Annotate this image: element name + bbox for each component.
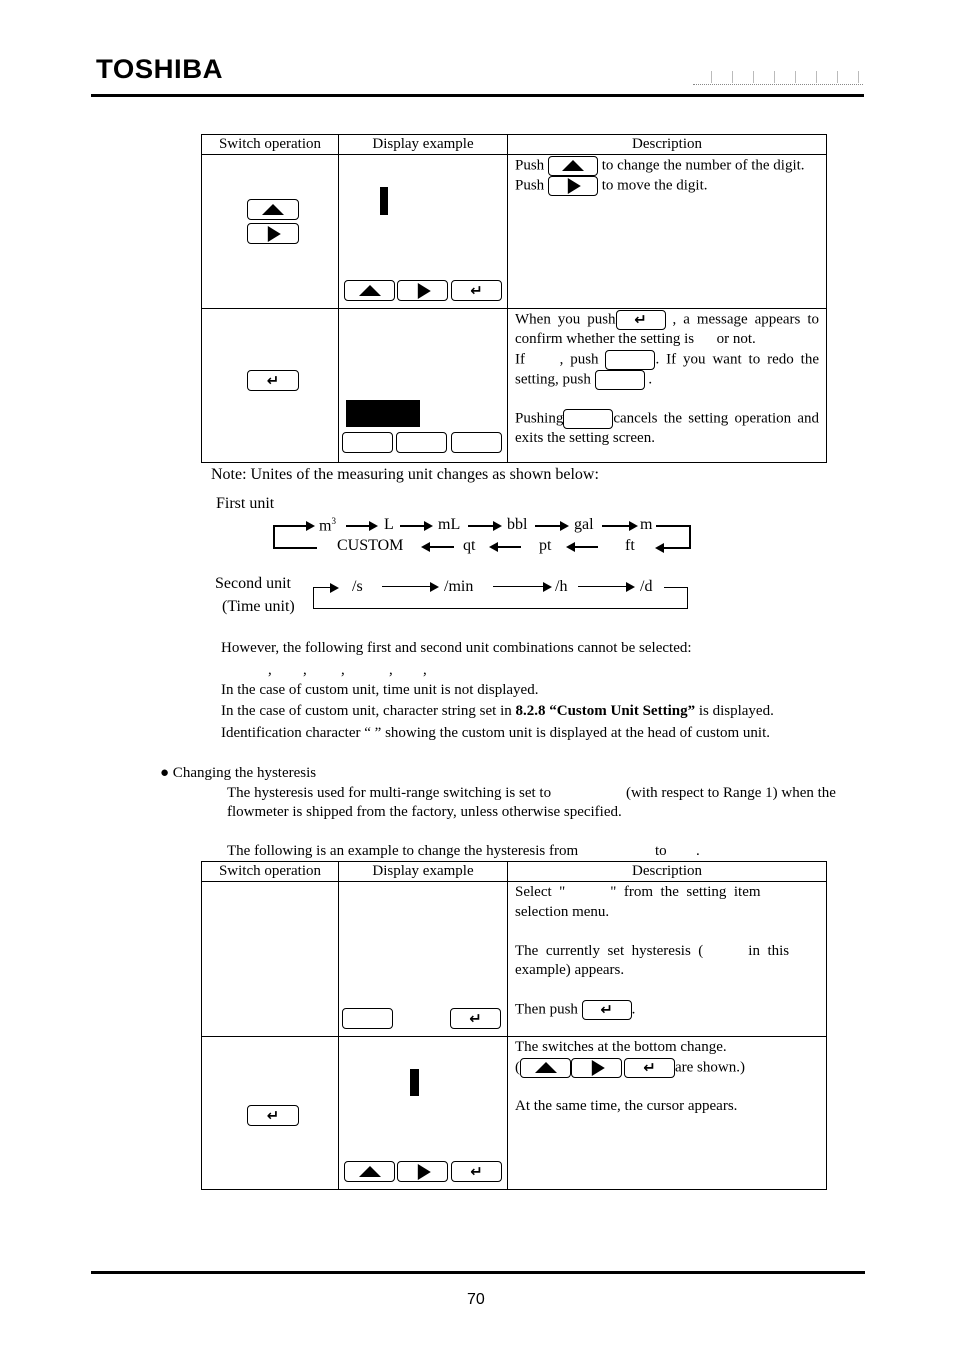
right-arrow-button[interactable] bbox=[397, 1161, 448, 1182]
enter-icon: ↵ bbox=[634, 310, 647, 329]
soft-key-button[interactable] bbox=[563, 409, 613, 429]
col-header-switch: Switch operation bbox=[202, 135, 339, 155]
enter-button[interactable] bbox=[582, 1000, 632, 1020]
header-rule bbox=[91, 94, 864, 97]
right-arrow-icon bbox=[568, 178, 581, 194]
display-cell bbox=[339, 155, 508, 309]
enter-button[interactable] bbox=[451, 1161, 502, 1182]
time-unit-label: (Time unit) bbox=[222, 598, 295, 615]
soft-key-button[interactable] bbox=[595, 370, 645, 390]
display-cell bbox=[339, 882, 508, 1037]
unit-gal: gal bbox=[574, 516, 594, 533]
right-arrow-button[interactable] bbox=[247, 223, 299, 244]
description-cell bbox=[508, 882, 827, 1037]
enter-icon: ↵ bbox=[266, 1106, 280, 1124]
display-cell bbox=[339, 1037, 508, 1190]
operation-table-1 bbox=[201, 134, 827, 463]
custom-note-1: In the case of custom unit, time unit is not displayed. bbox=[221, 682, 539, 698]
up-arrow-button[interactable] bbox=[520, 1058, 571, 1078]
comma-4: , bbox=[389, 662, 393, 678]
col-header-display: Display example bbox=[339, 862, 508, 882]
right-arrow-icon bbox=[591, 1060, 604, 1076]
col-header-description: Description bbox=[508, 862, 827, 882]
enter-icon: ↵ bbox=[600, 1000, 613, 1019]
right-arrow-button[interactable] bbox=[548, 176, 598, 196]
enter-icon: ↵ bbox=[469, 1009, 482, 1027]
up-arrow-button[interactable] bbox=[548, 156, 598, 176]
display-cursor bbox=[380, 187, 388, 215]
unit-ft: ft bbox=[625, 537, 635, 554]
unit-per-minute: /min bbox=[444, 578, 474, 595]
col-header-description: Description bbox=[508, 135, 827, 155]
switch-cell bbox=[202, 882, 339, 1037]
enter-button[interactable] bbox=[247, 370, 299, 391]
display-cursor bbox=[410, 1069, 419, 1096]
custom-note-2: In the case of custom unit, character string set in 8.2.8 “Custom Unit Setting” is displayed. bbox=[221, 703, 774, 719]
second-unit-label: Second unit bbox=[215, 575, 291, 592]
unit-m: m bbox=[640, 516, 653, 533]
toshiba-logo: TOSHIBA bbox=[96, 54, 224, 84]
hysteresis-para-1a: The hysteresis used for multi-range switching is set to bbox=[227, 785, 552, 801]
up-arrow-button[interactable] bbox=[247, 199, 299, 220]
comma-3: , bbox=[341, 662, 345, 678]
up-arrow-button[interactable] bbox=[344, 1161, 395, 1182]
right-arrow-icon bbox=[417, 1164, 430, 1180]
hysteresis-para-1b: (with respect to Range 1) when the bbox=[626, 785, 836, 801]
up-arrow-icon bbox=[562, 160, 584, 171]
description-cell bbox=[508, 155, 827, 309]
unit-qt: qt bbox=[463, 537, 476, 554]
however-text: However, the following first and second unit combinations cannot be selected: bbox=[221, 640, 692, 656]
unit-per-hour: /h bbox=[555, 578, 568, 595]
hysteresis-heading: ● Changing the hysteresis bbox=[160, 765, 317, 781]
right-arrow-button[interactable] bbox=[571, 1058, 622, 1078]
right-arrow-button[interactable] bbox=[397, 280, 448, 301]
enter-icon: ↵ bbox=[470, 281, 483, 299]
comma-1: , bbox=[268, 662, 272, 678]
soft-key-button[interactable] bbox=[342, 432, 393, 453]
first-unit-label: First unit bbox=[216, 495, 275, 512]
unit-custom: CUSTOM bbox=[337, 537, 404, 554]
unit-bbl: bbl bbox=[507, 516, 528, 533]
description-text: The switches at the bottom change. ( ↵ are shown.) At the same time, the cursor appears. bbox=[515, 1039, 745, 1114]
switch-cell bbox=[202, 155, 339, 309]
unit-per-second: /s bbox=[352, 578, 363, 595]
unit-per-day: /d bbox=[640, 578, 653, 595]
enter-button[interactable] bbox=[450, 1008, 501, 1029]
col-header-display: Display example bbox=[339, 135, 508, 155]
footer-rule bbox=[91, 1271, 865, 1274]
operation-table-2 bbox=[201, 861, 827, 1190]
document-number-box bbox=[693, 70, 863, 85]
enter-icon: ↵ bbox=[470, 1162, 483, 1180]
description-text: Push to change the number of the digit. Push to move the digit. bbox=[515, 156, 819, 196]
unit-L: L bbox=[384, 516, 394, 533]
switch-cell bbox=[202, 309, 339, 463]
comma-5: , bbox=[423, 662, 427, 678]
up-arrow-icon bbox=[359, 284, 381, 295]
display-cell bbox=[339, 309, 508, 463]
switch-cell bbox=[202, 1037, 339, 1190]
note-title: Note: Unites of the measuring unit changes as shown below: bbox=[211, 466, 599, 483]
unit-pt: pt bbox=[539, 537, 552, 554]
soft-key-button[interactable] bbox=[451, 432, 502, 453]
right-arrow-icon bbox=[417, 283, 430, 299]
soft-key-button[interactable] bbox=[396, 432, 447, 453]
description-text: Select " " from the setting item selection menu. The currently set hysteresis ( in this example) appears. Then push ↵ . bbox=[515, 884, 790, 1019]
highlighted-display-field bbox=[346, 400, 420, 427]
enter-button[interactable] bbox=[451, 280, 502, 301]
up-arrow-icon bbox=[359, 1165, 381, 1176]
custom-note-3: Identification character “ ” showing the custom unit is displayed at the head of custom unit. bbox=[221, 725, 771, 741]
right-arrow-icon bbox=[268, 226, 281, 242]
hysteresis-para-2b: to bbox=[655, 843, 667, 859]
hysteresis-para-1c: flowmeter is shipped from the factory, unless otherwise specified. bbox=[227, 804, 622, 820]
soft-key-button[interactable] bbox=[605, 350, 655, 370]
description-cell bbox=[508, 1037, 827, 1190]
unit-m3: $m^3$ bbox=[319, 516, 336, 535]
enter-button[interactable] bbox=[247, 1105, 299, 1126]
page-number: 70 bbox=[467, 1291, 485, 1308]
col-header-switch: Switch operation bbox=[202, 862, 339, 882]
soft-key-button[interactable] bbox=[342, 1008, 393, 1029]
up-arrow-button[interactable] bbox=[344, 280, 395, 301]
description-text: When you push ↵ , a message appears to confirm whether the setting is or not. If , push . If you want to redo the setting, push . Pushing cancels the setting operation and exits the setting screen. bbox=[515, 310, 820, 446]
enter-icon: ↵ bbox=[266, 371, 280, 389]
up-arrow-icon bbox=[535, 1061, 557, 1072]
up-arrow-icon bbox=[262, 203, 284, 214]
hysteresis-para-2a: The following is an example to change the hysteresis from bbox=[227, 843, 579, 859]
enter-icon: ↵ bbox=[643, 1058, 656, 1076]
hysteresis-para-2c: . bbox=[696, 843, 700, 859]
description-cell bbox=[508, 309, 827, 463]
unit-mL: mL bbox=[438, 516, 461, 533]
enter-button[interactable] bbox=[616, 310, 666, 330]
enter-button[interactable] bbox=[624, 1058, 675, 1078]
comma-2: , bbox=[303, 662, 307, 678]
